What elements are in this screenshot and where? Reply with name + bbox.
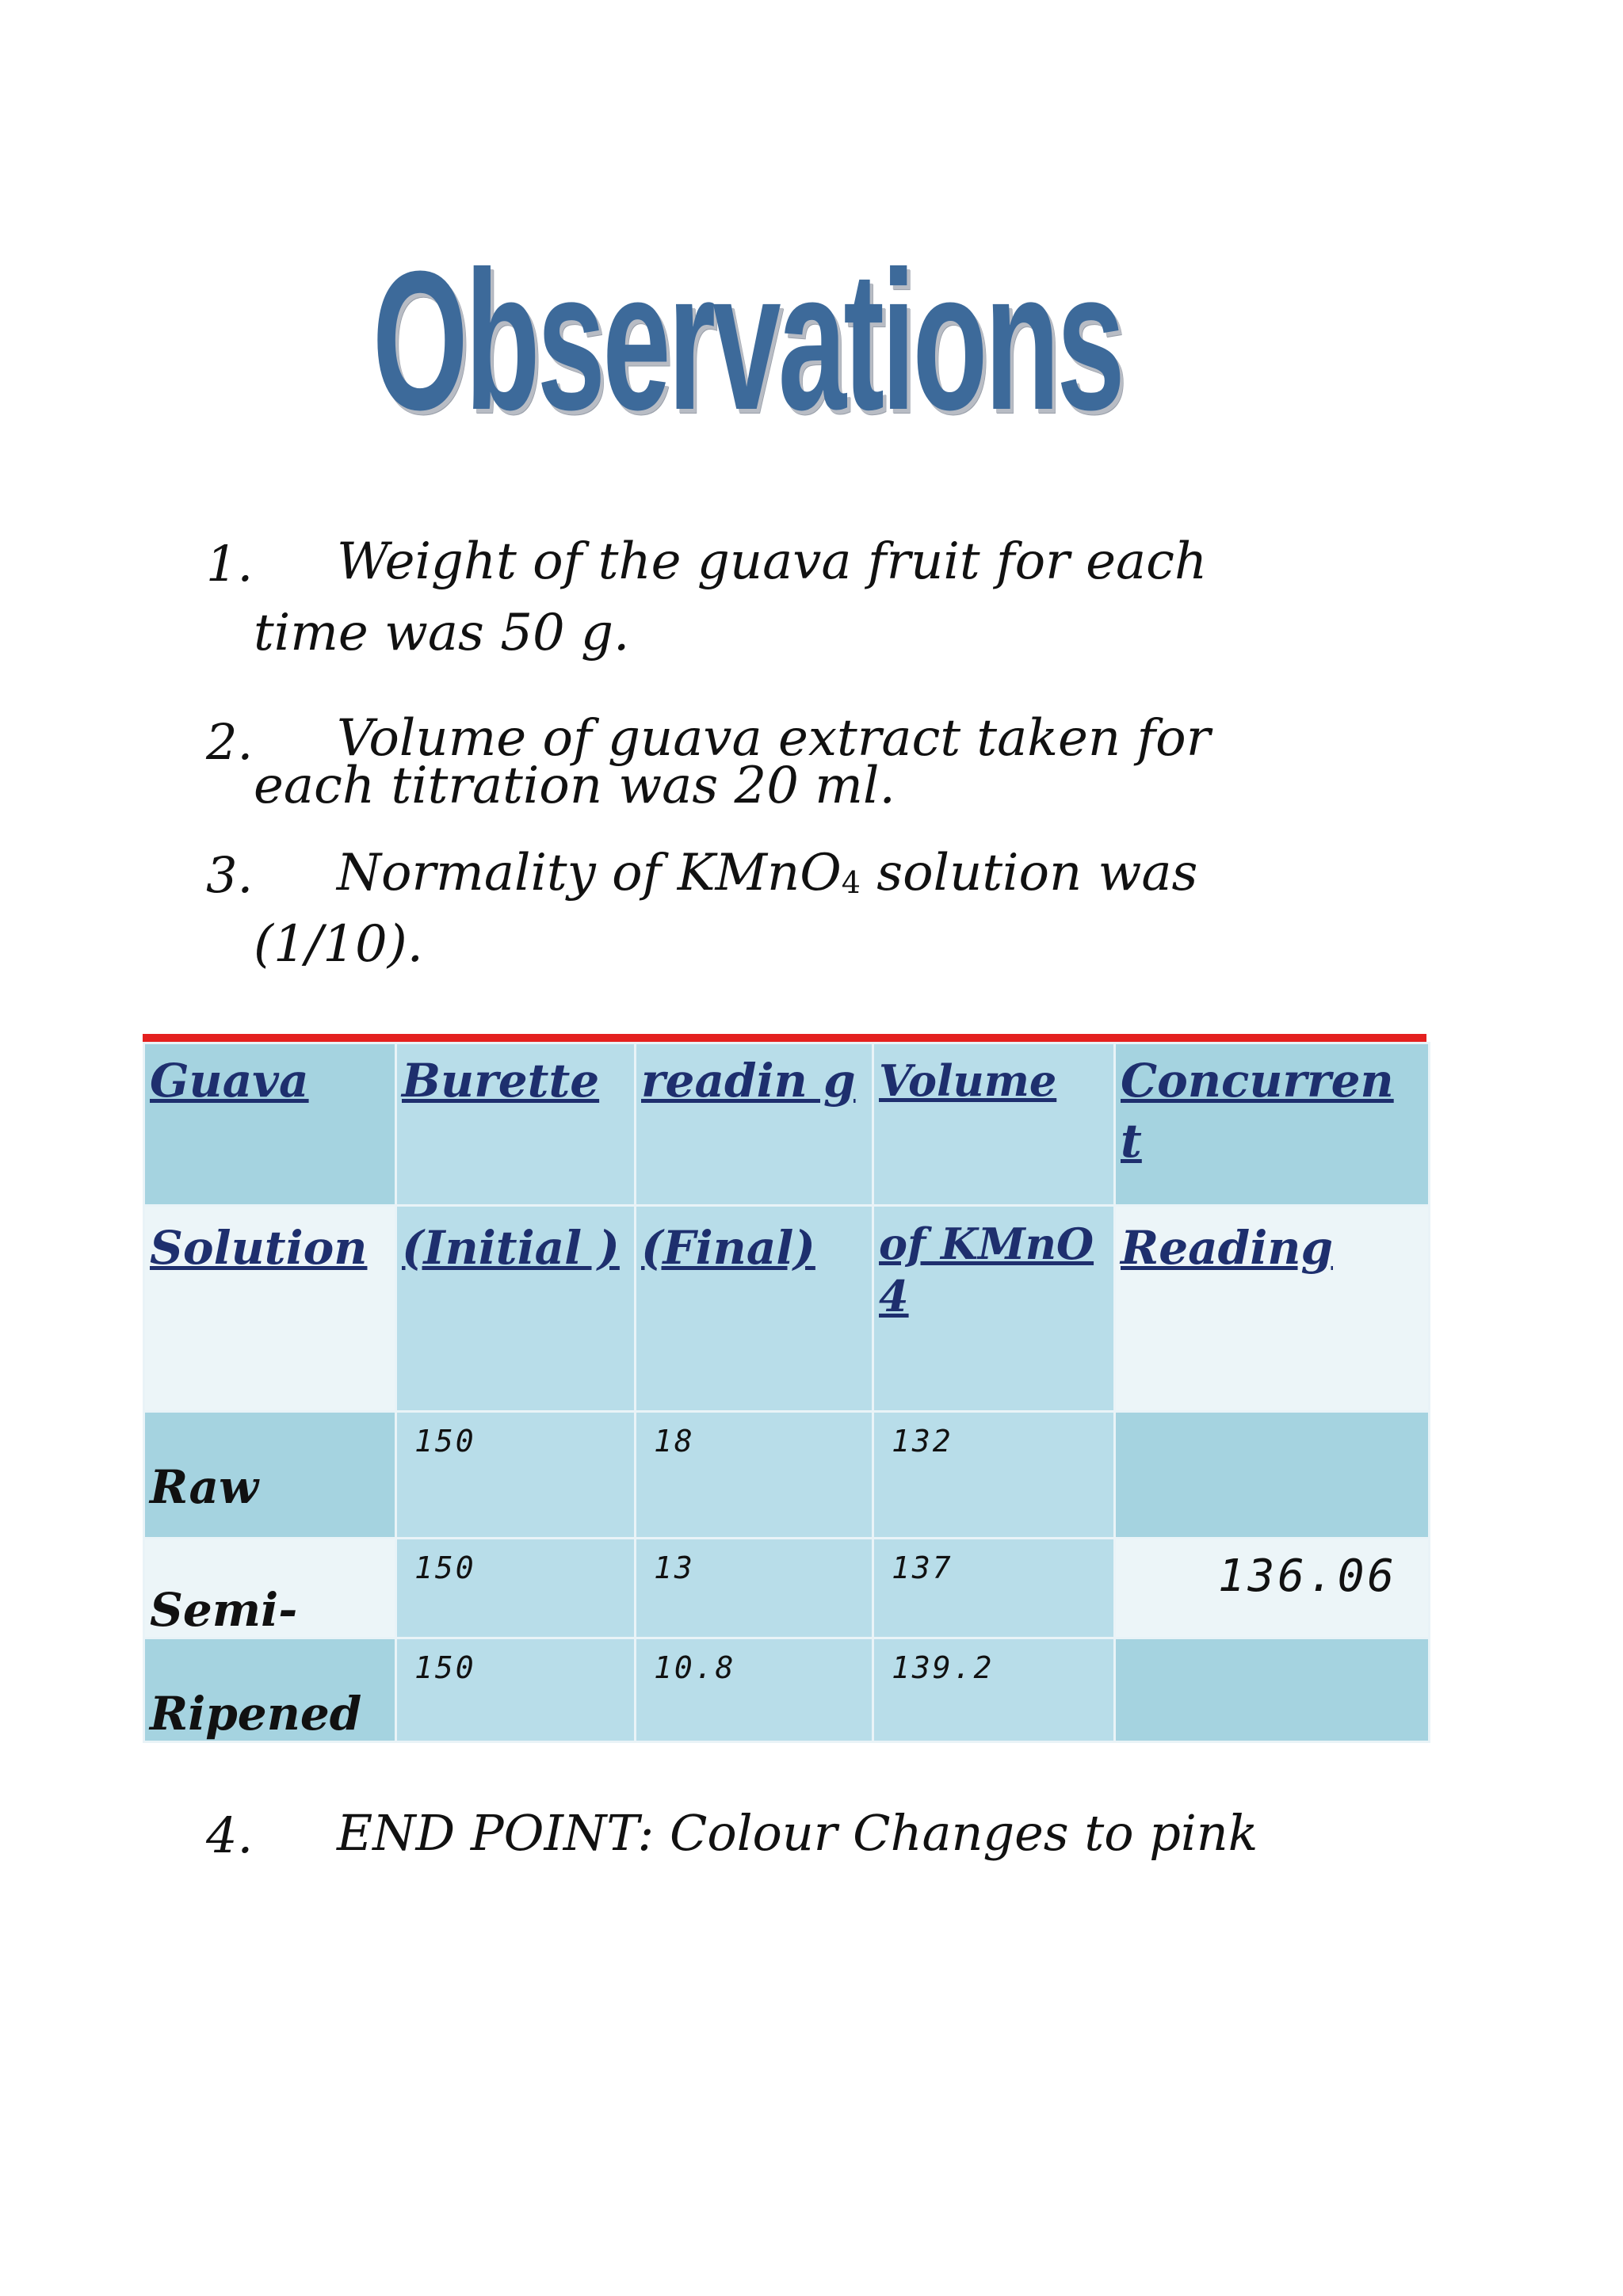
- table-header-cell: Concurren t: [1115, 1043, 1430, 1206]
- initial-reading-cell: 150: [396, 1539, 636, 1638]
- initial-reading-cell: 150: [396, 1412, 636, 1539]
- observation-text: Normality of KMnO$_4$ solution was: [337, 844, 1198, 902]
- page-title: Observations: [372, 230, 1122, 451]
- row-label-cell: Ripened: [144, 1638, 396, 1742]
- table-row: [144, 1638, 1430, 1742]
- table-header-cell: readin g: [636, 1043, 873, 1206]
- concurrent-cell: [1115, 1412, 1430, 1539]
- observation-text: Volume of guava extract taken for: [337, 709, 1211, 768]
- table-header-row: [144, 1043, 1430, 1206]
- observation-text: END POINT: Colour Changes to pink: [337, 1804, 1258, 1862]
- volume-cell: 137: [873, 1539, 1115, 1638]
- concurrent-cell: [1115, 1638, 1430, 1742]
- final-reading-cell: 10.8: [636, 1638, 873, 1742]
- table-header-cell: of KMnO4: [873, 1206, 1115, 1412]
- final-reading-cell: 13: [636, 1539, 873, 1638]
- table-header-cell: Reading: [1115, 1206, 1430, 1412]
- observation-text-cont: each titration was 20 ml.: [254, 757, 896, 815]
- table-header-cell: (Final): [636, 1206, 873, 1412]
- volume-cell: 139.2: [873, 1638, 1115, 1742]
- titration-table: [143, 1042, 1430, 1743]
- table-header-row: [144, 1206, 1430, 1412]
- table-header-cell: Burette: [396, 1043, 636, 1206]
- table-header-cell: Guava: [144, 1043, 396, 1206]
- observation-text: Weight of the guava fruit for each: [337, 532, 1208, 591]
- concurrent-reading-cell: [1115, 1539, 1430, 1638]
- concurrent-reading-value: 136.06: [1217, 1550, 1398, 1602]
- row-label-cell: Raw: [144, 1412, 396, 1539]
- volume-cell: 132: [873, 1412, 1115, 1539]
- table-top-rule: [143, 1034, 1426, 1042]
- row-label-cell: Semi-: [144, 1539, 396, 1638]
- table-header-cell: Volume: [873, 1043, 1115, 1206]
- table-row: [144, 1539, 1430, 1638]
- observation-number: 1.: [206, 535, 254, 593]
- observation-text-cont: time was 50 g.: [254, 604, 630, 662]
- observation-number: 3.: [206, 846, 254, 904]
- table-row: [144, 1412, 1430, 1539]
- table-header-cell: (Initial ): [396, 1206, 636, 1412]
- observation-number: 4.: [206, 1806, 254, 1864]
- final-reading-cell: 18: [636, 1412, 873, 1539]
- observation-number: 2.: [206, 713, 254, 771]
- initial-reading-cell: 150: [396, 1638, 636, 1742]
- table-header-cell: Solution: [144, 1206, 396, 1412]
- observation-text-cont: (1/10).: [254, 915, 423, 974]
